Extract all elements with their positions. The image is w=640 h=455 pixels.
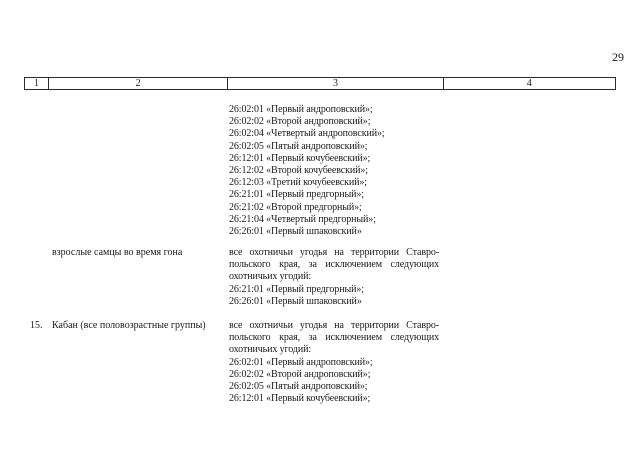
list-item: 26:21:01 «Первый предгорный»;	[229, 189, 364, 201]
column-header-4: 4	[526, 78, 532, 89]
list-item: охотничьих угодий:	[229, 271, 312, 283]
list-item: 26:02:05 «Пятый андроповский»;	[229, 381, 368, 393]
column-header-3: 3	[228, 78, 443, 89]
list-item: польского края, за исключением следующих	[229, 259, 439, 271]
list-item: 26:26:01 «Первый шпаковский»	[229, 295, 362, 307]
animal-group-label: взрослые самцы во время гона	[52, 247, 183, 258]
animal-species-label: Кабан (все половозрастные группы)	[52, 320, 206, 331]
column-header-1: 1	[25, 78, 49, 89]
hunting-grounds-list-continued	[229, 104, 385, 238]
list-item: 26:02:01 «Первый андроповский»;	[229, 104, 373, 115]
column-header-2: 2	[49, 78, 228, 89]
list-item: 26:12:03 «Третий кочубеевский»;	[229, 177, 367, 189]
list-item: 26:02:02 «Второй андроповский»;	[229, 368, 371, 380]
list-item: 26:21:02 «Второй предгорный»;	[229, 201, 362, 213]
list-item: 26:02:05 «Пятый андроповский»;	[229, 140, 368, 152]
list-item: 26:21:04 «Четвертый предгорный»;	[229, 213, 376, 225]
list-item: 26:12:02 «Второй кочубеевский»;	[229, 165, 368, 177]
list-item: 26:12:01 «Первый кочубеевский»;	[229, 152, 371, 164]
row-number: 15.	[30, 320, 43, 331]
hunting-grounds-description	[229, 320, 439, 405]
list-item: 26:12:01 «Первый кочубеевский»;	[229, 393, 371, 405]
list-item: все охотничьи угодья на территории Ставро-	[229, 247, 439, 258]
list-item: 26:26:01 «Первый шпаковский»	[229, 226, 362, 238]
list-item: 26:02:01 «Первый андроповский»;	[229, 356, 373, 368]
page-number: 29	[612, 50, 624, 64]
list-item: 26:02:04 «Четвертый андроповский»;	[229, 128, 385, 140]
table-header-row	[24, 77, 616, 90]
list-item: 26:02:02 «Второй андроповский»;	[229, 116, 371, 128]
hunting-grounds-description	[229, 247, 439, 308]
list-item: 26:21:01 «Первый предгорный»;	[229, 283, 364, 295]
list-item: охотничьих угодий:	[229, 344, 312, 356]
list-item: все охотничьи угодья на территории Ставро-	[229, 320, 439, 331]
list-item: польского края, за исключением следующих	[229, 332, 439, 344]
